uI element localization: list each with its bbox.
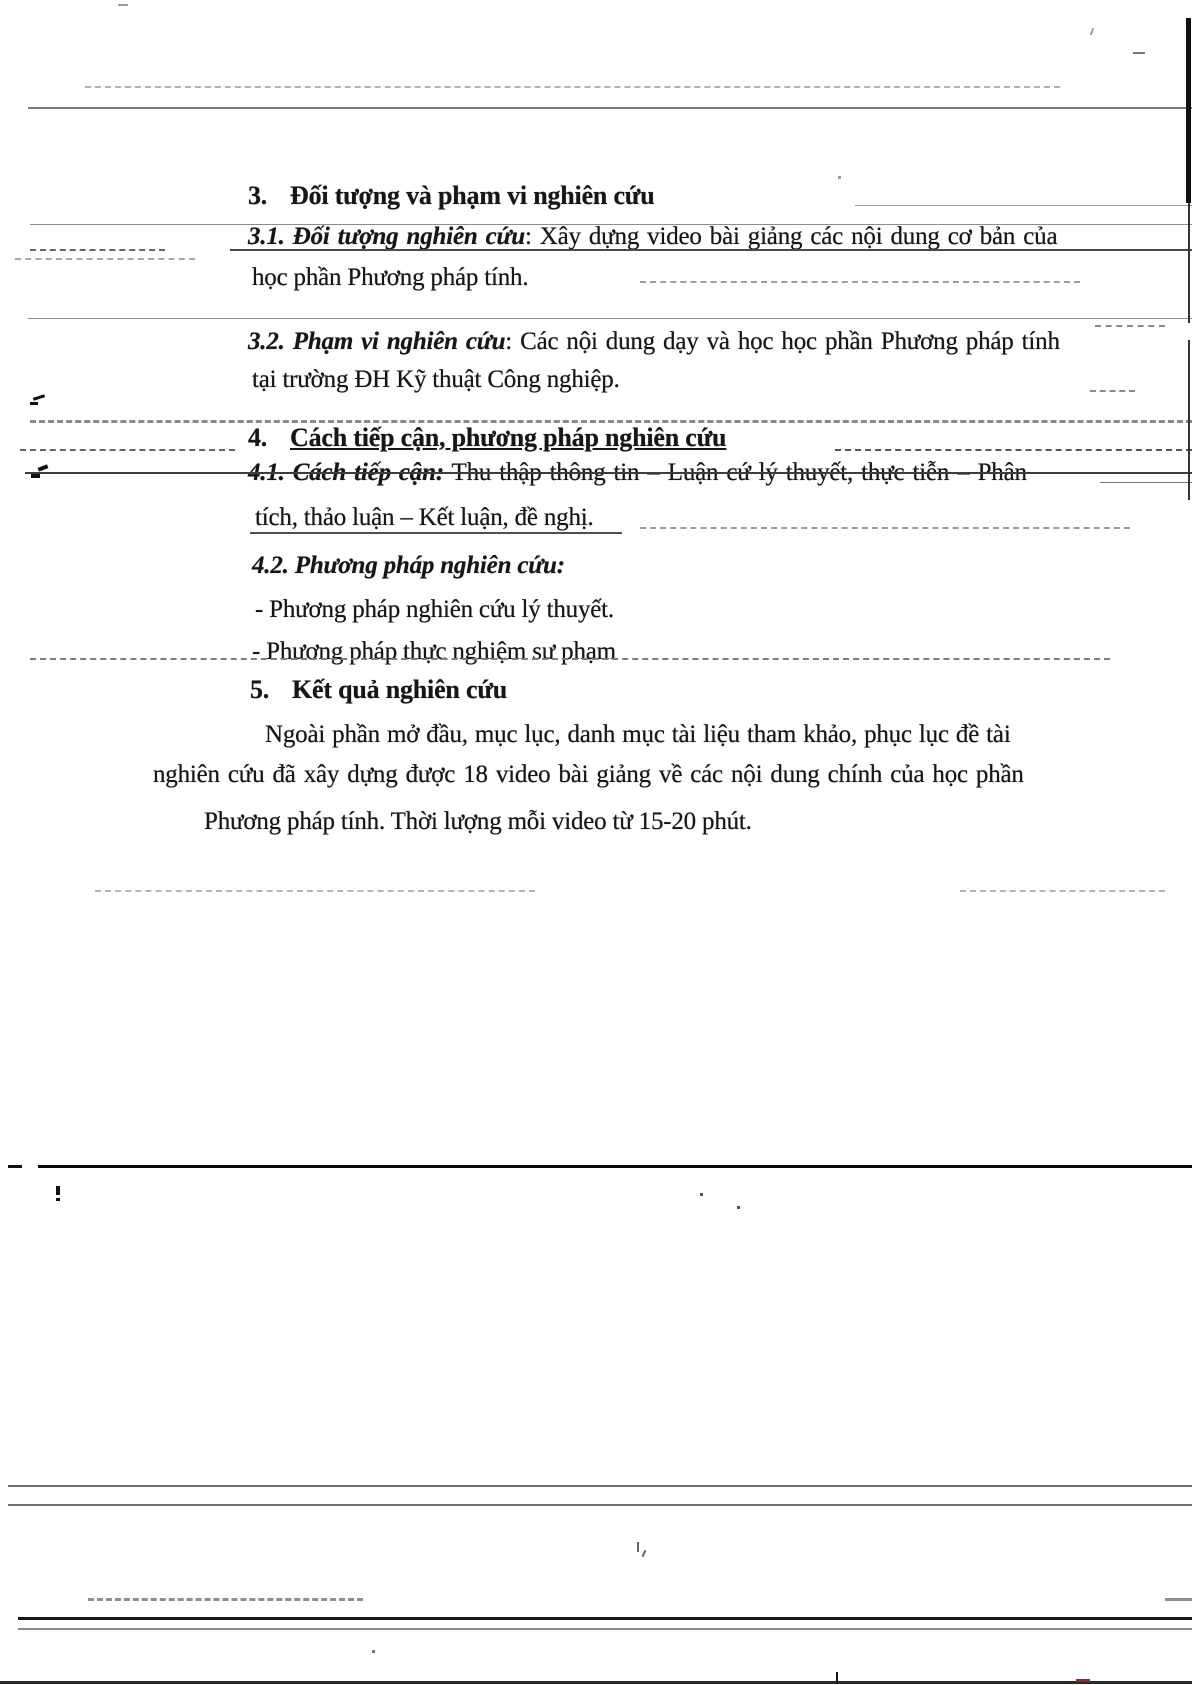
scan-line <box>250 532 622 534</box>
margin-scribble <box>38 464 49 471</box>
scan-line <box>15 258 195 260</box>
margin-exclamation-mark <box>56 1186 60 1195</box>
section4-title: Cách tiếp cận, phương pháp nghiên cứu <box>290 423 727 452</box>
method-bullet-2: - Phương pháp thực nghiệm sư phạm <box>252 638 616 665</box>
scan-line <box>640 527 1130 529</box>
scan-line <box>28 107 1192 109</box>
section3-title: Đối tượng và phạm vi nghiên cứu <box>290 181 655 210</box>
scan-line <box>0 1681 1192 1684</box>
scan-speck <box>118 4 128 6</box>
scan-line <box>1095 325 1165 327</box>
scan-line <box>1165 1598 1192 1601</box>
scan-speck <box>838 176 841 179</box>
margin-scribble <box>30 402 38 405</box>
scan-edge-mark <box>1188 203 1190 323</box>
scan-line <box>85 86 1060 88</box>
section3-2-label: 3.2. Phạm vi nghiên cứu <box>248 328 506 355</box>
section5-heading <box>250 675 507 705</box>
section5-para-line2: nghiên cứu đã xây dựng được 18 video bài giảng về các nội dung chính của học phần <box>153 761 1024 788</box>
scan-line <box>95 890 535 892</box>
scan-line <box>20 449 235 451</box>
scan-speck <box>1133 52 1145 54</box>
section3-2-line2: tại trường ĐH Kỹ thuật Công nghiệp. <box>252 366 620 393</box>
scan-line <box>18 1628 1192 1630</box>
scan-edge-mark <box>1186 18 1191 203</box>
method-bullet-1: - Phương pháp nghiên cứu lý thuyết. <box>255 596 614 623</box>
scan-line <box>8 1485 1192 1487</box>
section3-1-label: 3.1. Đối tượng nghiên cứu <box>248 223 525 250</box>
scan-line <box>28 318 1192 319</box>
section4-1-label: 4.1. Cách tiếp cận: <box>248 459 444 486</box>
section5-number: 5. <box>250 675 270 704</box>
scan-line <box>25 472 1192 474</box>
scan-line <box>230 249 1192 251</box>
scan-line <box>1090 390 1135 392</box>
margin-scribble <box>33 394 45 401</box>
scan-line <box>30 658 1110 660</box>
section3-number: 3. <box>248 181 268 210</box>
section5-para-line1: Ngoài phần mở đầu, mục lục, danh mục tài liệu tham khảo, phục lục đề tài <box>265 721 1011 748</box>
section4-2-label: 4.2. Phương pháp nghiên cứu: <box>252 552 565 579</box>
scan-line <box>30 224 1192 225</box>
section3-1-line2: học phần Phương pháp tính. <box>252 264 529 291</box>
scan-line <box>18 1617 1192 1620</box>
scan-line <box>640 281 1080 283</box>
margin-exclamation-mark <box>56 1198 60 1201</box>
scan-speck <box>1076 1679 1090 1682</box>
section3-2-line1 <box>248 327 1060 357</box>
section3-2-text: : Các nội dung dạy và học học phần Phương pháp tính <box>505 328 1060 355</box>
scan-speck <box>737 1206 740 1209</box>
scan-line <box>8 1504 1192 1506</box>
scan-speck <box>642 1550 647 1557</box>
scan-line <box>30 249 165 251</box>
section3-1-line1 <box>248 222 1057 252</box>
section4-1-text: Thu thập thông tin – Luận cứ lý thuyết, thực tiễn – Phân <box>443 459 1027 486</box>
scan-speck <box>836 1672 838 1683</box>
scan-line <box>8 1165 22 1168</box>
section3-heading <box>248 181 654 211</box>
section4-heading <box>248 423 726 453</box>
section3-1-text: : Xây dựng video bài giảng các nội dung cơ bản của <box>524 223 1058 250</box>
section5-title: Kết quả nghiên cứu <box>292 675 507 704</box>
scan-line <box>835 449 1192 451</box>
scan-speck <box>637 1542 639 1552</box>
scan-line <box>30 420 1192 423</box>
scan-speck <box>700 1193 703 1196</box>
scan-speck <box>372 1650 375 1653</box>
scan-line <box>960 890 1165 892</box>
margin-scribble <box>31 474 40 478</box>
section4-1-line2: tích, thảo luận – Kết luận, đề nghị. <box>255 504 594 531</box>
scan-edge-mark <box>1188 340 1190 500</box>
scan-line <box>855 205 1192 206</box>
section5-para-line3: Phương pháp tính. Thời lượng mỗi video từ 15-20 phút. <box>204 808 752 835</box>
scan-speck <box>1090 28 1094 35</box>
section4-number: 4. <box>248 423 268 452</box>
scan-line <box>88 1598 363 1601</box>
scan-line <box>38 1165 1192 1168</box>
scan-line <box>1100 482 1192 483</box>
